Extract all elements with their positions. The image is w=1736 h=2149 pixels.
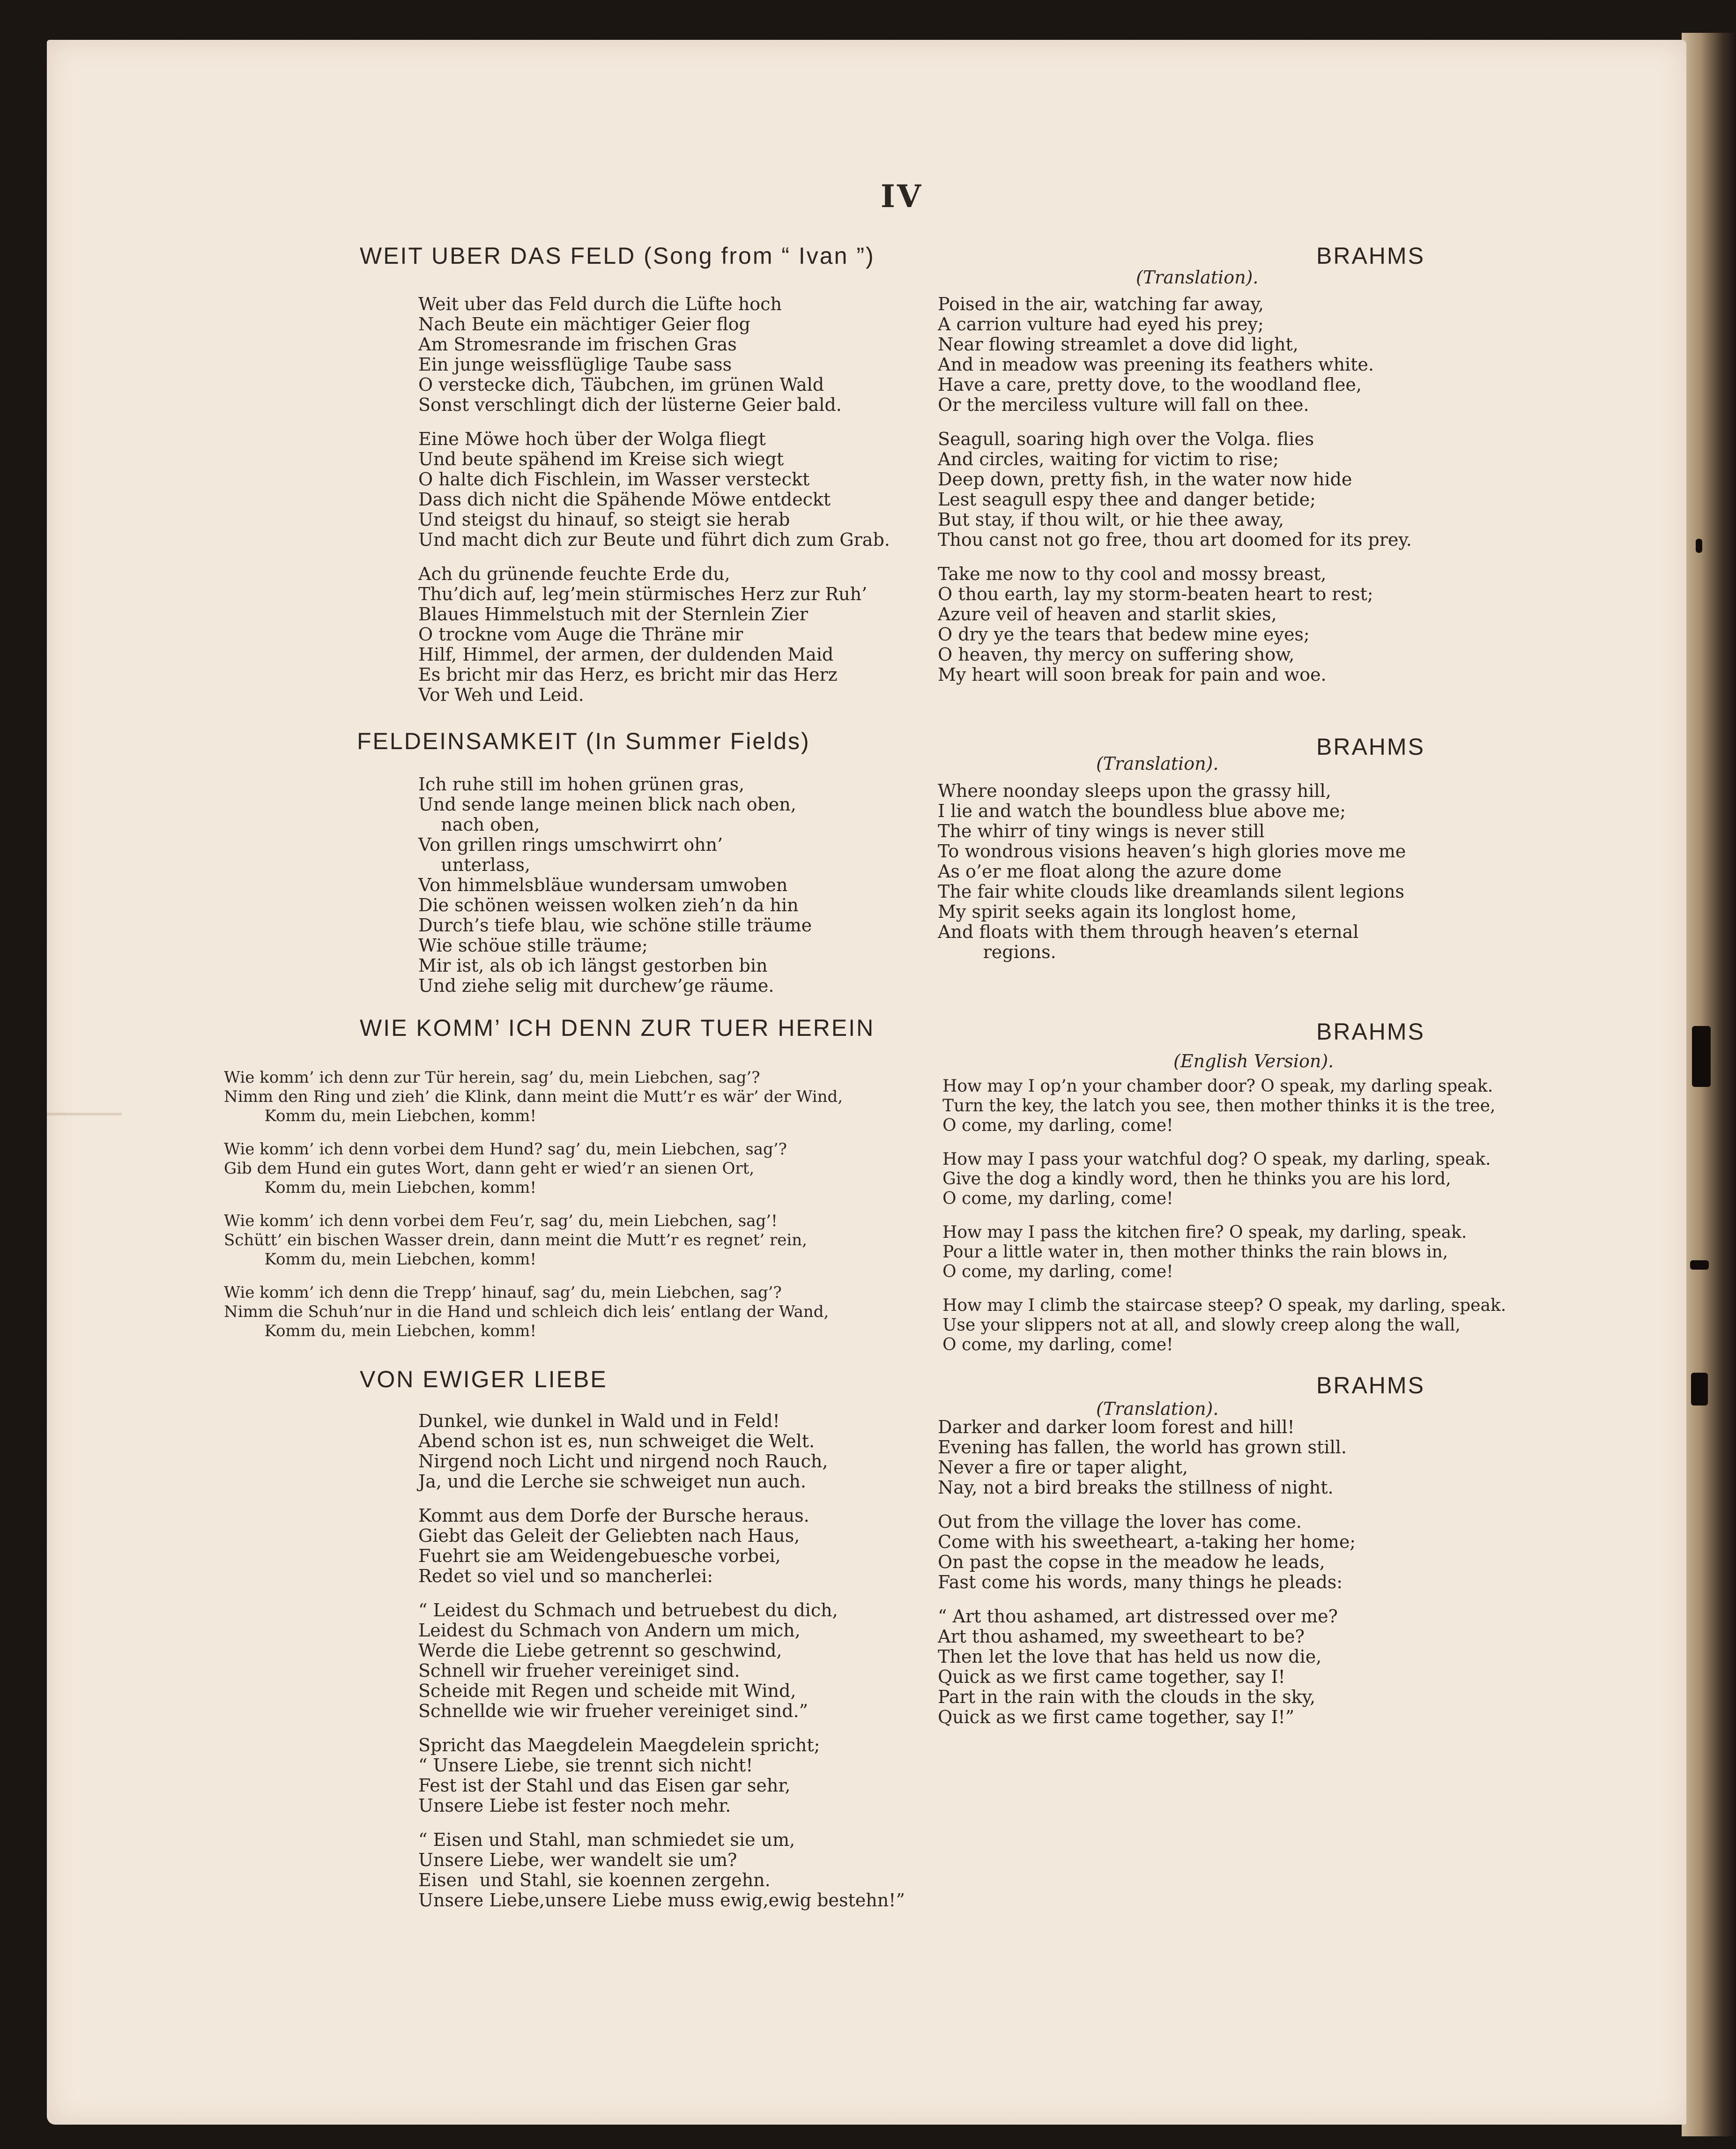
lyric-line: Fast come his words, many things he pleads: [938, 1572, 1343, 1592]
lyric-line: Mir ist, als ob ich längst gestorben bin [418, 955, 768, 976]
stanza [942, 1296, 1506, 1355]
lyric-line: Nimm die Schuh’nur in die Hand und schleich dich leis’ entlang der Wand, [224, 1302, 829, 1321]
english-lyrics [938, 781, 1406, 976]
lyric-line: Ach du grünende feuchte Erde du, [418, 564, 730, 584]
lyric-line: “ Eisen und Stahl, man schmiedet sie um, [418, 1829, 795, 1850]
lyric-line: Vor Weh und Leid. [418, 684, 584, 705]
lyric-line: Thou canst not go free, thou art doomed for its prey. [938, 529, 1412, 550]
lyric-line: How may I pass your watchful dog? O speak, my darling, speak. [942, 1150, 1491, 1169]
lyric-line: Where noonday sleeps upon the grassy hill, [938, 781, 1331, 801]
stanza [418, 1830, 905, 1911]
lyric-line: Ja, und die Lerche sie schweiget nun auch. [418, 1471, 806, 1492]
lyric-line: O come, my darling, come! [942, 1189, 1173, 1208]
page-number: IV [881, 178, 923, 215]
stanza [942, 1150, 1506, 1209]
lyric-line: Giebt das Geleit der Geliebten nach Haus, [418, 1525, 800, 1546]
lyric-line: regions. [938, 942, 1056, 962]
lyric-line: Pour a little water in, then mother thinks the rain blows in, [942, 1242, 1448, 1262]
lyric-line: Schnellde wie wir frueher vereiniget sind.” [418, 1701, 809, 1721]
lyric-line: Wie komm’ ich denn vorbei dem Feu’r, sag’ du, mein Liebchen, sag’! [224, 1212, 778, 1230]
lyric-line: Und macht dich zur Beute und führt dich zum Grab. [418, 529, 890, 550]
lyric-line: Werde die Liebe getrennt so geschwind, [418, 1640, 782, 1661]
lyric-line: Near flowing streamlet a dove did light, [938, 334, 1298, 355]
lyric-line: O come, my darling, come! [942, 1116, 1173, 1135]
lyric-line: Unsere Liebe ist fester noch mehr. [418, 1795, 731, 1816]
lyric-line: Quick as we first came together, say I!” [938, 1707, 1295, 1727]
german-lyrics [418, 1411, 905, 1925]
lyric-line: Kommt aus dem Dorfe der Bursche heraus. [418, 1505, 809, 1526]
stanza [938, 564, 1412, 685]
lyric-line: The fair white clouds like dreamlands silent legions [938, 881, 1405, 902]
composer: BRAHMS [1316, 1372, 1425, 1398]
lyric-line: The whirr of tiny wings is never still [938, 821, 1265, 841]
stanza [224, 1212, 843, 1269]
song-title: VON EWIGER LIEBE [360, 1366, 608, 1392]
lyric-line: Komm du, mein Liebchen, komm! [224, 1250, 537, 1269]
lyric-line: “ Art thou ashamed, art distressed over me? [938, 1606, 1338, 1627]
lyric-line: Am Stromesrande im frischen Gras [418, 334, 737, 355]
stanza [418, 774, 812, 996]
stanza [418, 564, 890, 705]
lyric-line: Und ziehe selig mit durchew’ge räume. [418, 975, 774, 996]
lyric-line: Eine Möwe hoch über der Wolga fliegt [418, 429, 766, 449]
stanza [418, 1600, 905, 1721]
stanza [224, 1068, 843, 1126]
lyric-line: Gib dem Hund ein gutes Wort, dann geht er wied’r an sienen Ort, [224, 1159, 755, 1178]
composer: BRAHMS [1316, 1019, 1425, 1045]
lyric-line: A carrion vulture had eyed his prey; [938, 314, 1264, 335]
subhead: (Translation). [1136, 267, 1259, 288]
lyric-line: Komm du, mein Liebchen, komm! [224, 1322, 537, 1340]
lyric-line: O heaven, thy mercy on suffering show, [938, 644, 1295, 665]
composer: BRAHMS [1316, 243, 1425, 269]
lyric-line: Durch’s tiefe blau, wie schöne stille träume [418, 915, 812, 936]
lyric-line: Out from the village the lover has come. [938, 1511, 1302, 1532]
english-lyrics [942, 1077, 1506, 1369]
subhead: (English Version). [1173, 1051, 1334, 1071]
german-lyrics [418, 294, 890, 719]
song-title: FELDEINSAMKEIT (In Summer Fields) [357, 728, 810, 754]
lyric-line: Und steigst du hinauf, so steigt sie herab [418, 509, 790, 530]
lyric-line: Give the dog a kindly word, then he thinks you are his lord, [942, 1169, 1451, 1189]
lyric-line: Blaues Himmelstuch mit der Sternlein Zier [418, 604, 808, 625]
book-spine [1682, 33, 1736, 2136]
lyric-line: Scheide mit Regen und scheide mit Wind, [418, 1681, 796, 1701]
page-fold [47, 1113, 122, 1115]
lyric-line: O dry ye the tears that bedew mine eyes; [938, 624, 1310, 645]
lyric-line: Von himmelsbläue wundersam umwoben [418, 875, 788, 895]
lyric-line: O trockne vom Auge die Thräne mir [418, 624, 743, 645]
lyric-line: Never a fire or taper alight, [938, 1457, 1188, 1478]
subhead: (Translation). [1096, 753, 1219, 774]
lyric-line: Thu’dich auf, leg’mein stürmisches Herz zur Ruh’ [418, 584, 868, 604]
lyric-line: And circles, waiting for victim to rise; [938, 449, 1279, 469]
lyric-line: Die schönen weissen wolken zieh’n da hin [418, 895, 799, 915]
lyric-line: And in meadow was preening its feathers white. [938, 354, 1374, 375]
lyric-line: Come with his sweetheart, a-taking her home; [938, 1532, 1356, 1552]
stanza [942, 1223, 1506, 1282]
stanza [942, 1077, 1506, 1136]
lyric-line: Fest ist der Stahl und das Eisen gar sehr, [418, 1775, 791, 1796]
lyric-line: My spirit seeks again its longlost home, [938, 901, 1297, 922]
lyric-line: On past the copse in the meadow he leads, [938, 1552, 1325, 1572]
lyric-line: Von grillen rings umschwirrt ohn’ [418, 834, 723, 855]
lyric-line: Wie komm’ ich denn vorbei dem Hund? sag’ du, mein Liebchen, sag’? [224, 1140, 787, 1159]
lyric-line: Poised in the air, watching far away, [938, 294, 1264, 314]
lyric-line: How may I pass the kitchen fire? O speak, my darling, speak. [942, 1223, 1467, 1242]
lyric-line: Sonst verschlingt dich der lüsterne Geier bald. [418, 394, 842, 415]
english-lyrics [938, 294, 1412, 699]
lyric-line: Leidest du Schmach von Andern um mich, [418, 1620, 801, 1641]
lyric-line: Wie komm’ ich denn zur Tür herein, sag’ du, mein Liebchen, sag’? [224, 1068, 760, 1087]
lyric-line: Dunkel, wie dunkel in Wald und in Feld! [418, 1411, 780, 1431]
lyric-line: And floats with them through heaven’s eternal [938, 922, 1359, 942]
german-lyrics [418, 774, 812, 1010]
lyric-line: O come, my darling, come! [942, 1335, 1173, 1354]
lyric-line: Unsere Liebe,unsere Liebe muss ewig,ewig bestehn!” [418, 1890, 905, 1911]
lyric-line: Nach Beute ein mächtiger Geier flog [418, 314, 750, 335]
stanza [418, 1506, 905, 1586]
lyric-line: Fuehrt sie am Weidengebuesche vorbei, [418, 1546, 781, 1566]
lyric-line: nach oben, [418, 814, 540, 835]
lyric-line: Schnell wir frueher vereiniget sind. [418, 1660, 740, 1681]
stanza [938, 1417, 1356, 1498]
lyric-line: Nimm den Ring und zieh’ die Klink, dann meint die Mutt’r es wär’ der Wind, [224, 1087, 843, 1106]
stanza [938, 781, 1406, 962]
lyric-line: My heart will soon break for pain and woe. [938, 664, 1327, 685]
lyric-line: Nirgend noch Licht und nirgend noch Rauch, [418, 1451, 828, 1472]
lyric-line: Art thou ashamed, my sweetheart to be? [938, 1626, 1305, 1647]
lyric-line: Und beute spähend im Kreise sich wiegt [418, 449, 784, 469]
subhead: (Translation). [1096, 1398, 1219, 1419]
lyric-line: Es bricht mir das Herz, es bricht mir das Herz [418, 664, 838, 685]
lyric-line: Part in the rain with the clouds in the sky, [938, 1687, 1316, 1707]
lyric-line: Wie schöue stille träume; [418, 935, 648, 956]
lyric-line: Take me now to thy cool and mossy breast, [938, 564, 1327, 584]
lyric-line: How may I op’n your chamber door? O speak, my darling speak. [942, 1077, 1493, 1096]
lyric-line: How may I climb the staircase steep? O speak, my darling, speak. [942, 1296, 1506, 1315]
stanza [938, 1606, 1356, 1727]
lyric-line: Eisen und Stahl, sie koennen zergehn. [418, 1870, 771, 1890]
lyric-line: O come, my darling, come! [942, 1262, 1173, 1281]
lyric-line: Abend schon ist es, nun schweiget die Welt. [418, 1431, 815, 1451]
lyric-line: Nay, not a bird breaks the stillness of night. [938, 1477, 1334, 1498]
lyric-line: Seagull, soaring high over the Volga. flies [938, 429, 1314, 449]
lyric-line: Darker and darker loom forest and hill! [938, 1417, 1295, 1437]
song-title: WEIT UBER DAS FELD (Song from “ Ivan ”) [360, 243, 875, 269]
lyric-line: Lest seagull espy thee and danger betide; [938, 489, 1316, 510]
lyric-line: Komm du, mein Liebchen, komm! [224, 1178, 537, 1197]
lyric-line: Redet so viel und so mancherlei: [418, 1566, 713, 1586]
stanza [938, 1512, 1356, 1592]
composer: BRAHMS [1316, 734, 1425, 760]
lyric-line: Spricht das Maegdelein Maegdelein spricht; [418, 1735, 820, 1755]
lyric-line: Deep down, pretty fish, in the water now hide [938, 469, 1352, 490]
stanza [418, 429, 890, 550]
lyric-line: Azure veil of heaven and starlit skies, [938, 604, 1277, 625]
german-lyrics [224, 1068, 843, 1355]
stanza [938, 294, 1412, 415]
lyric-line: Ich ruhe still im hohen grünen gras, [418, 774, 745, 795]
lyric-line: Hilf, Himmel, der armen, der duldenden Maid [418, 644, 834, 665]
stanza [938, 429, 1412, 550]
stanza [224, 1140, 843, 1197]
lyric-line: Use your slippers not at all, and slowly creep along the wall, [942, 1316, 1461, 1335]
lyric-line: Evening has fallen, the world has grown still. [938, 1437, 1347, 1457]
stanza [418, 1735, 905, 1816]
english-lyrics [938, 1417, 1356, 1741]
lyric-line: Unsere Liebe, wer wandelt sie um? [418, 1850, 737, 1870]
lyric-line: O verstecke dich, Täubchen, im grünen Wald [418, 374, 824, 395]
lyric-line: But stay, if thou wilt, or hie thee away, [938, 509, 1284, 530]
lyric-line: Quick as we first came together, say I! [938, 1666, 1285, 1687]
lyric-line: Schütt’ ein bischen Wasser drein, dann meint die Mutt’r es regnet’ rein, [224, 1231, 807, 1249]
lyric-line: “ Leidest du Schmach und betruebest du dich, [418, 1600, 838, 1621]
lyric-line: Then let the love that has held us now die, [938, 1646, 1322, 1667]
lyric-line: Und sende lange meinen blick nach oben, [418, 794, 796, 815]
lyric-line: To wondrous visions heaven’s high glories move me [938, 841, 1406, 862]
lyric-line: Weit uber das Feld durch die Lüfte hoch [418, 294, 782, 314]
song-title: WIE KOMM’ ICH DENN ZUR TUER HEREIN [360, 1015, 875, 1041]
stanza [418, 294, 890, 415]
lyric-line: Have a care, pretty dove, to the woodland flee, [938, 374, 1362, 395]
lyric-line: O halte dich Fischlein, im Wasser versteckt [418, 469, 810, 490]
stanza [418, 1411, 905, 1492]
lyric-line: unterlass, [418, 855, 531, 875]
lyric-line: Wie komm’ ich denn die Trepp’ hinauf, sag’ du, mein Liebchen, sag’? [224, 1283, 782, 1302]
lyric-line: Or the merciless vulture will fall on thee. [938, 394, 1309, 415]
lyric-line: Turn the key, the latch you see, then mother thinks it is the tree, [942, 1096, 1496, 1115]
lyric-line: Ein junge weissflüglige Taube sass [418, 354, 732, 375]
lyric-line: Komm du, mein Liebchen, komm! [224, 1107, 537, 1125]
stanza [224, 1283, 843, 1341]
lyric-line: O thou earth, lay my storm-beaten heart to rest; [938, 584, 1373, 604]
lyric-line: “ Unsere Liebe, sie trennt sich nicht! [418, 1755, 753, 1776]
lyric-line: I lie and watch the boundless blue above me; [938, 801, 1346, 821]
lyric-line: Dass dich nicht die Spähende Möwe entdeckt [418, 489, 831, 510]
lyric-line: As o’er me float along the azure dome [938, 861, 1282, 882]
